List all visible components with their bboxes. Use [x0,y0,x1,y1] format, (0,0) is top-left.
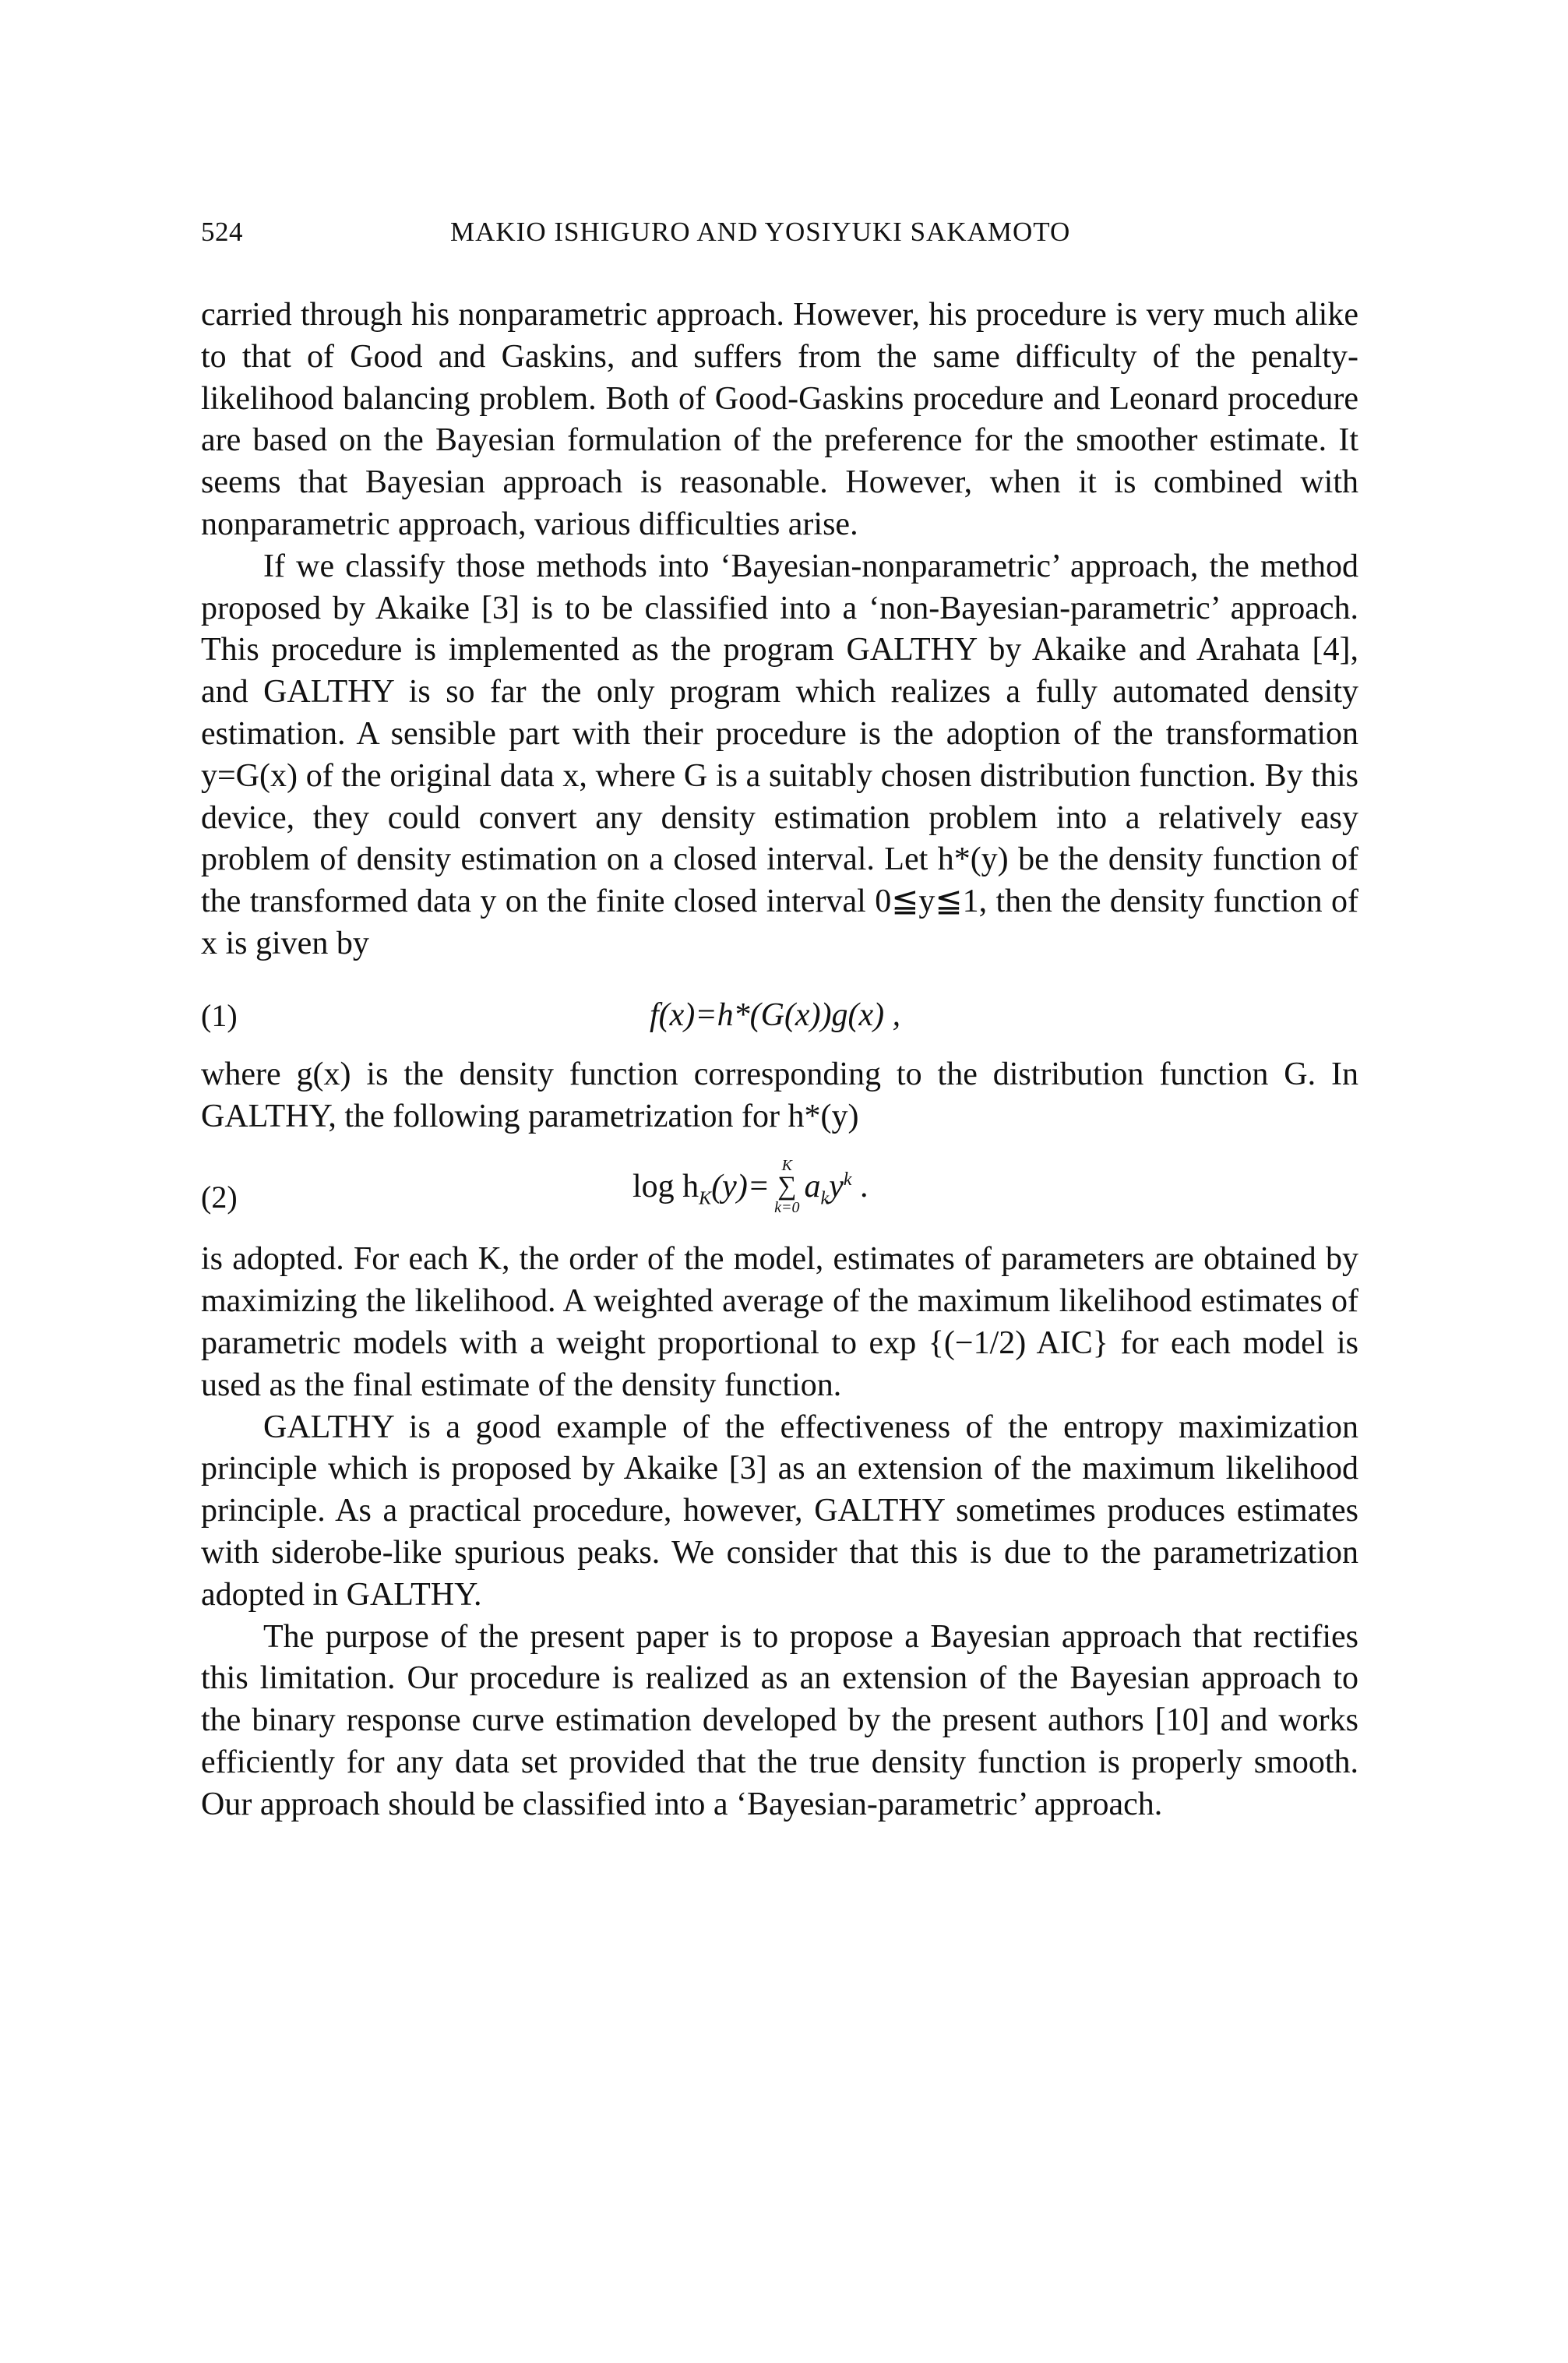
page-number: 524 [201,217,243,247]
equation-2-body [632,1156,869,1220]
summation-sign: ∑ [777,1171,797,1201]
paragraph-5: GALTHY is a good example of the effectiveness of the entropy maximization principle which is proposed by Akaike [3] as an extension of the maximum likelihood principle. As a practical procedure, however, GALTHY sometimes produces estimates with siderobe-like spurious peaks. We consider that this is due to the parametrization adopted in GALTHY. [201,1409,1358,1613]
running-head-authors: MAKIO ISHIGURO AND YOSIYUKI SAKAMOTO [450,217,1071,247]
summation [774,1158,799,1215]
equation-2-var-sup: k [843,1169,852,1190]
paragraph-6: The purpose of the present paper is to propose a Bayesian approach that rectifies this limitation. Our procedure is realized as an extension of the Bayesian approach to the binary response curve estimation developed by the present authors [10] and works efficiently for any data set provided that the true density function is properly smooth. Our approach should be classified into a ‘Bayesian-parametric’ approach. [201,1618,1358,1822]
equation-2-coef-sub: k [820,1188,830,1209]
paragraph-3: where g(x) is the density function corresponding to the distribution function G. In GALTHY, the following parametrization for h*(y) [201,1056,1358,1134]
equation-1-body: f(x)=h*(G(x))g(x) , [650,996,901,1033]
equation-1 [201,982,1358,1048]
body-text [201,294,1358,1826]
summation-upper-limit: K [781,1156,793,1174]
equation-2-lhs-sub: K [699,1188,712,1209]
equation-2-number: (2) [201,1180,238,1215]
equation-2-end: . [851,1169,869,1205]
paragraph-4: is adopted. For each K, the order of the model, estimates of parameters are obtained by maximizing the likelihood. A weighted average of the maximum likelihood estimates of parametric models with a weight proportional to exp {(−1/2) AIC} for each model is used as the final estimate of the density function. [201,1241,1358,1403]
summation-lower-limit: k=0 [774,1198,800,1216]
equation-1-number: (1) [201,997,238,1033]
equation-2-log-h: log h [632,1169,699,1205]
equation-2-lhs-arg: (y)= [711,1169,770,1205]
equation-2 [201,1150,1358,1231]
equation-2-var: y [829,1169,844,1205]
paragraph-1: carried through his nonparametric approach. However, his procedure is very much alike to that of Good and Gaskins, and suffers from the same difficulty of the penalty-likelihood balancing problem. Both of Good-Gaskins procedure and Leonard procedure are based on the Bayesian formulation of the preference for the smoother estimate. It seems that Bayesian approach is reasonable. However, when it is combined with nonparametric approach, various difficulties arise. [201,297,1358,542]
paragraph-2: If we classify those methods into ‘Bayesian-nonparametric’ approach, the method proposed by Akaike [3] is to be classified into a ‘non-Bayesian-parametric’ approach. This procedure is implemented as the program GALTHY by Akaike and Arahata [4], and GALTHY is so far the only program which realizes a fully automated density estimation. A sensible part with their procedure is the adoption of the transformation y=G(x) of the original data x, where G is a suitably chosen distribution function. By this device, they could convert any density estimation problem into a relatively easy problem of density estimation on a closed interval. Let h*(y) be the density function of the transformed data y on the finite closed interval 0≦y≦1, then the density function of x is given by [201,548,1358,961]
running-head [201,217,1369,256]
equation-2-coef: a [804,1169,821,1205]
